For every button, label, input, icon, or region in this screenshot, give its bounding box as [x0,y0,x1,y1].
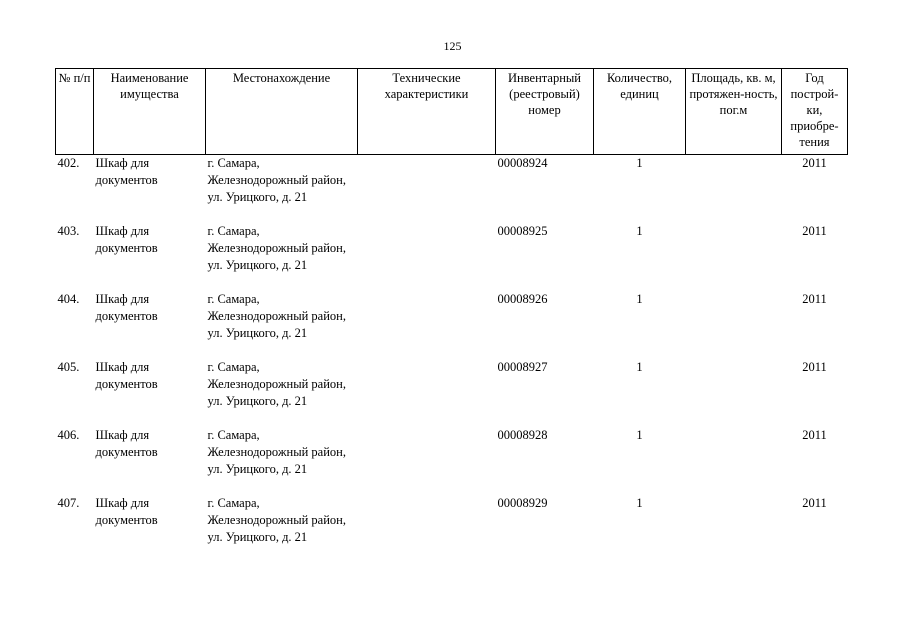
row-name: Шкаф для документов [95,292,158,323]
header-tech: Технические характеристики [358,69,496,155]
row-inventory: 00008924 [497,156,548,170]
row-location: г. Самара, Железнодорожный район, ул. Урицкого, д. 21 [207,428,346,476]
header-num: № п/п [56,69,94,155]
table-row [56,495,848,563]
row-tech [358,155,496,224]
row-inventory: 00008925 [497,224,548,238]
table-row [56,427,848,495]
row-name: Шкаф для документов [95,496,158,527]
row-tech [358,223,496,291]
header-name: Наименование имущества [94,69,206,155]
row-area [686,359,782,427]
row-year: 2011 [802,224,827,238]
row-name: Шкаф для документов [95,428,158,459]
row-tech [358,291,496,359]
row-location: г. Самара, Железнодорожный район, ул. Урицкого, д. 21 [207,496,346,544]
header-inventory: Инвентарный (реестровый) номер [496,69,594,155]
row-area [686,291,782,359]
row-area [686,427,782,495]
row-quantity: 1 [636,156,643,170]
row-quantity: 1 [636,428,643,442]
row-num: 402. [57,156,80,170]
row-quantity: 1 [636,224,643,238]
header-location: Местонахождение [206,69,358,155]
row-year: 2011 [802,428,827,442]
row-location: г. Самара, Железнодорожный район, ул. Урицкого, д. 21 [207,360,346,408]
row-num: 407. [57,496,80,510]
row-location: г. Самара, Железнодорожный район, ул. Урицкого, д. 21 [207,156,346,204]
table-row [56,223,848,291]
header-row [56,69,848,155]
row-num: 404. [57,292,80,306]
header-year: Год построй-ки, приобре-тения [782,69,848,155]
table-body [56,155,848,564]
header-quantity: Количество, единиц [594,69,686,155]
row-area [686,155,782,224]
row-tech [358,427,496,495]
row-name: Шкаф для документов [95,360,158,391]
inventory-table [55,68,848,563]
row-year: 2011 [802,156,827,170]
page-number: 125 [443,39,462,53]
row-location: г. Самара, Железнодорожный район, ул. Урицкого, д. 21 [207,224,346,272]
row-location: г. Самара, Железнодорожный район, ул. Урицкого, д. 21 [207,292,346,340]
row-area [686,495,782,563]
table-row [56,359,848,427]
row-tech [358,359,496,427]
row-quantity: 1 [636,292,643,306]
row-inventory: 00008927 [497,360,548,374]
row-quantity: 1 [636,496,643,510]
header-area: Площадь, кв. м, протяжен-ность, пог.м [686,69,782,155]
table-row [56,291,848,359]
row-num: 405. [57,360,80,374]
row-tech [358,495,496,563]
row-inventory: 00008926 [497,292,548,306]
table-header [56,69,848,155]
row-inventory: 00008929 [497,496,548,510]
row-area [686,223,782,291]
row-quantity: 1 [636,360,643,374]
table-row [56,155,848,224]
row-num: 403. [57,224,80,238]
row-year: 2011 [802,496,827,510]
row-name: Шкаф для документов [95,156,158,187]
row-year: 2011 [802,292,827,306]
row-num: 406. [57,428,80,442]
row-year: 2011 [802,360,827,374]
row-inventory: 00008928 [497,428,548,442]
row-name: Шкаф для документов [95,224,158,255]
